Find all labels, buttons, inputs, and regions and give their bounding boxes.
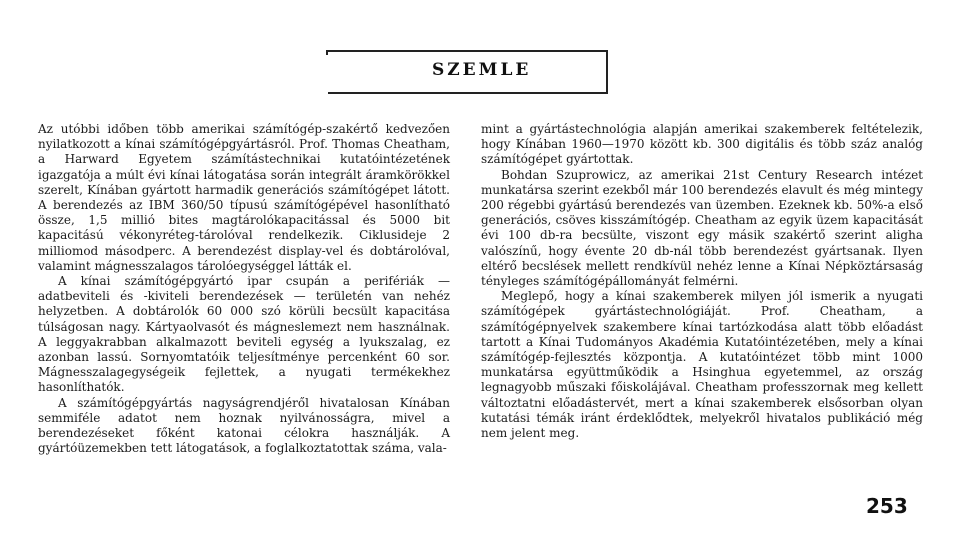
paragraph: A számítógépgyártás nagyságrendjéről hivatalosan Kínában semmiféle adatot nem hoznak nyilvánosságra, mivel a berendezéseket főként katonai célokra használják. A gyártóüzemekben tett látogatások, a foglalkoztatottak száma, vala- xyxy=(38,395,450,456)
right-text-column xyxy=(481,122,923,441)
paragraph: Az utóbbi időben több amerikai számítógép-szakértő kedvezően nyilatkozott a kínai számítógépgyártásról. Prof. Thomas Cheatham, a Harward Egyetem számítástechnikai kutatóintézetének igazgatója a múlt évi kínai látogatása során integrált áramkörökkel szerelt, Kínában gyártott harmadik generációs számítógépet látott. A berendezés az IBM 360/50 típusú számítógépével hasonlítható össze, 1,5 millió bites magtárolókapacitással és 5000 bit kapacitású vékonyréteg-tárolóval rendelkezik. Ciklusideje 2 milliomod másodperc. A berendezést display-vel és dobtárolóval, valamint mágnesszalagos tárolóegységgel látták el. xyxy=(38,122,450,273)
paragraph: A kínai számítógépgyártó ipar csupán a perifériák — adatbeviteli és -kiviteli berendezések — területén van nehéz helyzetben. A dobtárolók 60 000 szó körüli becsült kapacitása túlságosan nagy. Kártyaolvasót és mágneslemezt nem használnak. A leggyakrabban alkalmazott beviteli egység a lyukszalag, ez azonban lassú. Sornyomtatóik teljesítménye percenként 60 sor. Mágnesszalagegységeik fejlettek, a nyugati termékekhez hasonlíthatók. xyxy=(38,274,450,395)
page-number: 253 xyxy=(866,494,908,518)
paragraph: Bohdan Szuprowicz, az amerikai 21st Century Research intézet munkatársa szerint ezekből már 100 berendezés elavult és még mintegy 200 régebbi gyártású berendezés van üzemben. Ezeknek kb. 50%-a első generációs, csöves kisszámítógép. Cheatham az egyik üzem kapacitását évi 100 db-ra becsülte, viszont egy másik szakértő szerint aligha valószínű, hogy évente 20 db-nál több berendezést gyártsanak. Ilyen eltérő becslések mellett rendkívül nehéz lenne a Kínai Népköztársaság tényleges számítógépállományát felmérni. xyxy=(481,167,923,289)
left-text-column xyxy=(38,122,450,456)
section-title: SZEMLE xyxy=(432,60,532,80)
paragraph: mint a gyártástechnológia alapján amerikai szakemberek feltételezik, hogy Kínában 1960—1970 között kb. 300 digitális és több száz analóg számítógépet gyártottak. xyxy=(481,122,923,167)
paragraph: Meglepő, hogy a kínai szakemberek milyen jól ismerik a nyugati számítógépek gyártástechnológiáját. Prof. Cheatham, a számítógépnyelvek szakembere kínai tartózkodása alatt több előadást tartott a Kínai Tudományos Akadémia Kutatóintézetében, mely a kínai számítógép-fejlesztés központja. A kutatóintézet több mint 1000 munkatársa együttműködik a Hsinghua egyetemmel, az ország legnagyobb műszaki főiskolájával. Cheatham professzornak meg kellett változtatni előadástervét, mert a kínai szakemberek elsősorban olyan kutatási témák iránt érdeklődtek, melyekről hivatalos publikáció még nem jelent meg. xyxy=(481,289,923,441)
